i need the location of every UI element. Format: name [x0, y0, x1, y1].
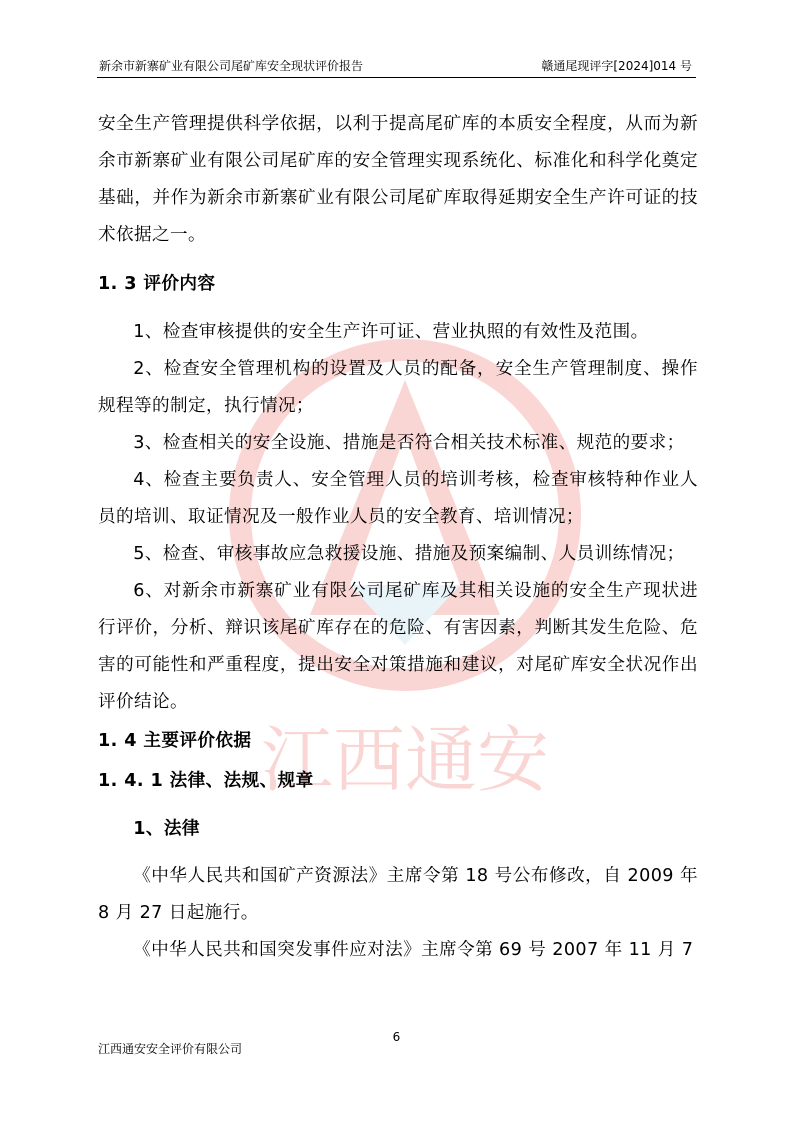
page-header: [97, 55, 696, 78]
list-item: 5、检查、审核事故应急救援设施、措施及预案编制、人员训练情况；: [133, 544, 685, 564]
list-item: 2、检查安全管理机构的设置及人员的配备，安全生产管理制度、操作规程等的制定，执行情况；: [98, 359, 698, 416]
law-entry: 《中华人民共和国突发事件应对法》主席令第 69 号 2007 年 11 月 7: [133, 940, 694, 960]
page-number: 6: [392, 1030, 401, 1044]
paragraph-intro: 安全生产管理提供科学依据，以利于提高尾矿库的本质安全程度，从而为新余市新寨矿业有限公司尾矿库的安全管理实现系统化、标准化和科学化奠定基础，并作为新余市新寨矿业有限公司尾矿库取得延期安全生产许可证的技术依据之一。: [98, 114, 698, 245]
footer-company-name: 江西通安安全评价有限公司: [98, 1042, 243, 1056]
subsection-heading-1-4-1: 1. 4. 1 法律、法规、规章: [98, 771, 314, 791]
section-heading-1-3: 1. 3 评价内容: [98, 274, 216, 294]
list-item: 4、检查主要负责人、安全管理人员的培训考核，检查审核特种作业人员的培训、取证情况及一般作业人员的安全教育、培训情况；: [98, 470, 698, 527]
list-item: 6、对新余市新寨矿业有限公司尾矿库及其相关设施的安全生产现状进行评价，分析、辩识该尾矿库存在的危险、有害因素，判断其发生危险、危害的可能性和严重程度，提出安全对策措施和建议，对尾矿库安全状况作出评价结论。: [98, 581, 698, 712]
svg-text:江西通安: 江西通安: [260, 718, 550, 802]
list-item: 3、检查相关的安全设施、措施是否符合相关技术标准、规范的要求；: [133, 433, 685, 453]
header-report-title: 新余市新寨矿业有限公司尾矿库安全现状评价报告: [99, 59, 364, 73]
section-heading-1-4: 1. 4 主要评价依据: [98, 731, 252, 751]
document-body: [98, 106, 698, 969]
header-report-number: 赣通尾现评字[2024]014 号: [541, 59, 692, 73]
list-item: 1、检查审核提供的安全生产许可证、营业执照的有效性及范围。: [133, 322, 649, 342]
law-heading: 1、法律: [133, 819, 200, 839]
law-entry: 《中华人民共和国矿产资源法》主席令第 18 号公布修改，自 2009 年 8 月 27 日起施行。: [98, 866, 698, 923]
